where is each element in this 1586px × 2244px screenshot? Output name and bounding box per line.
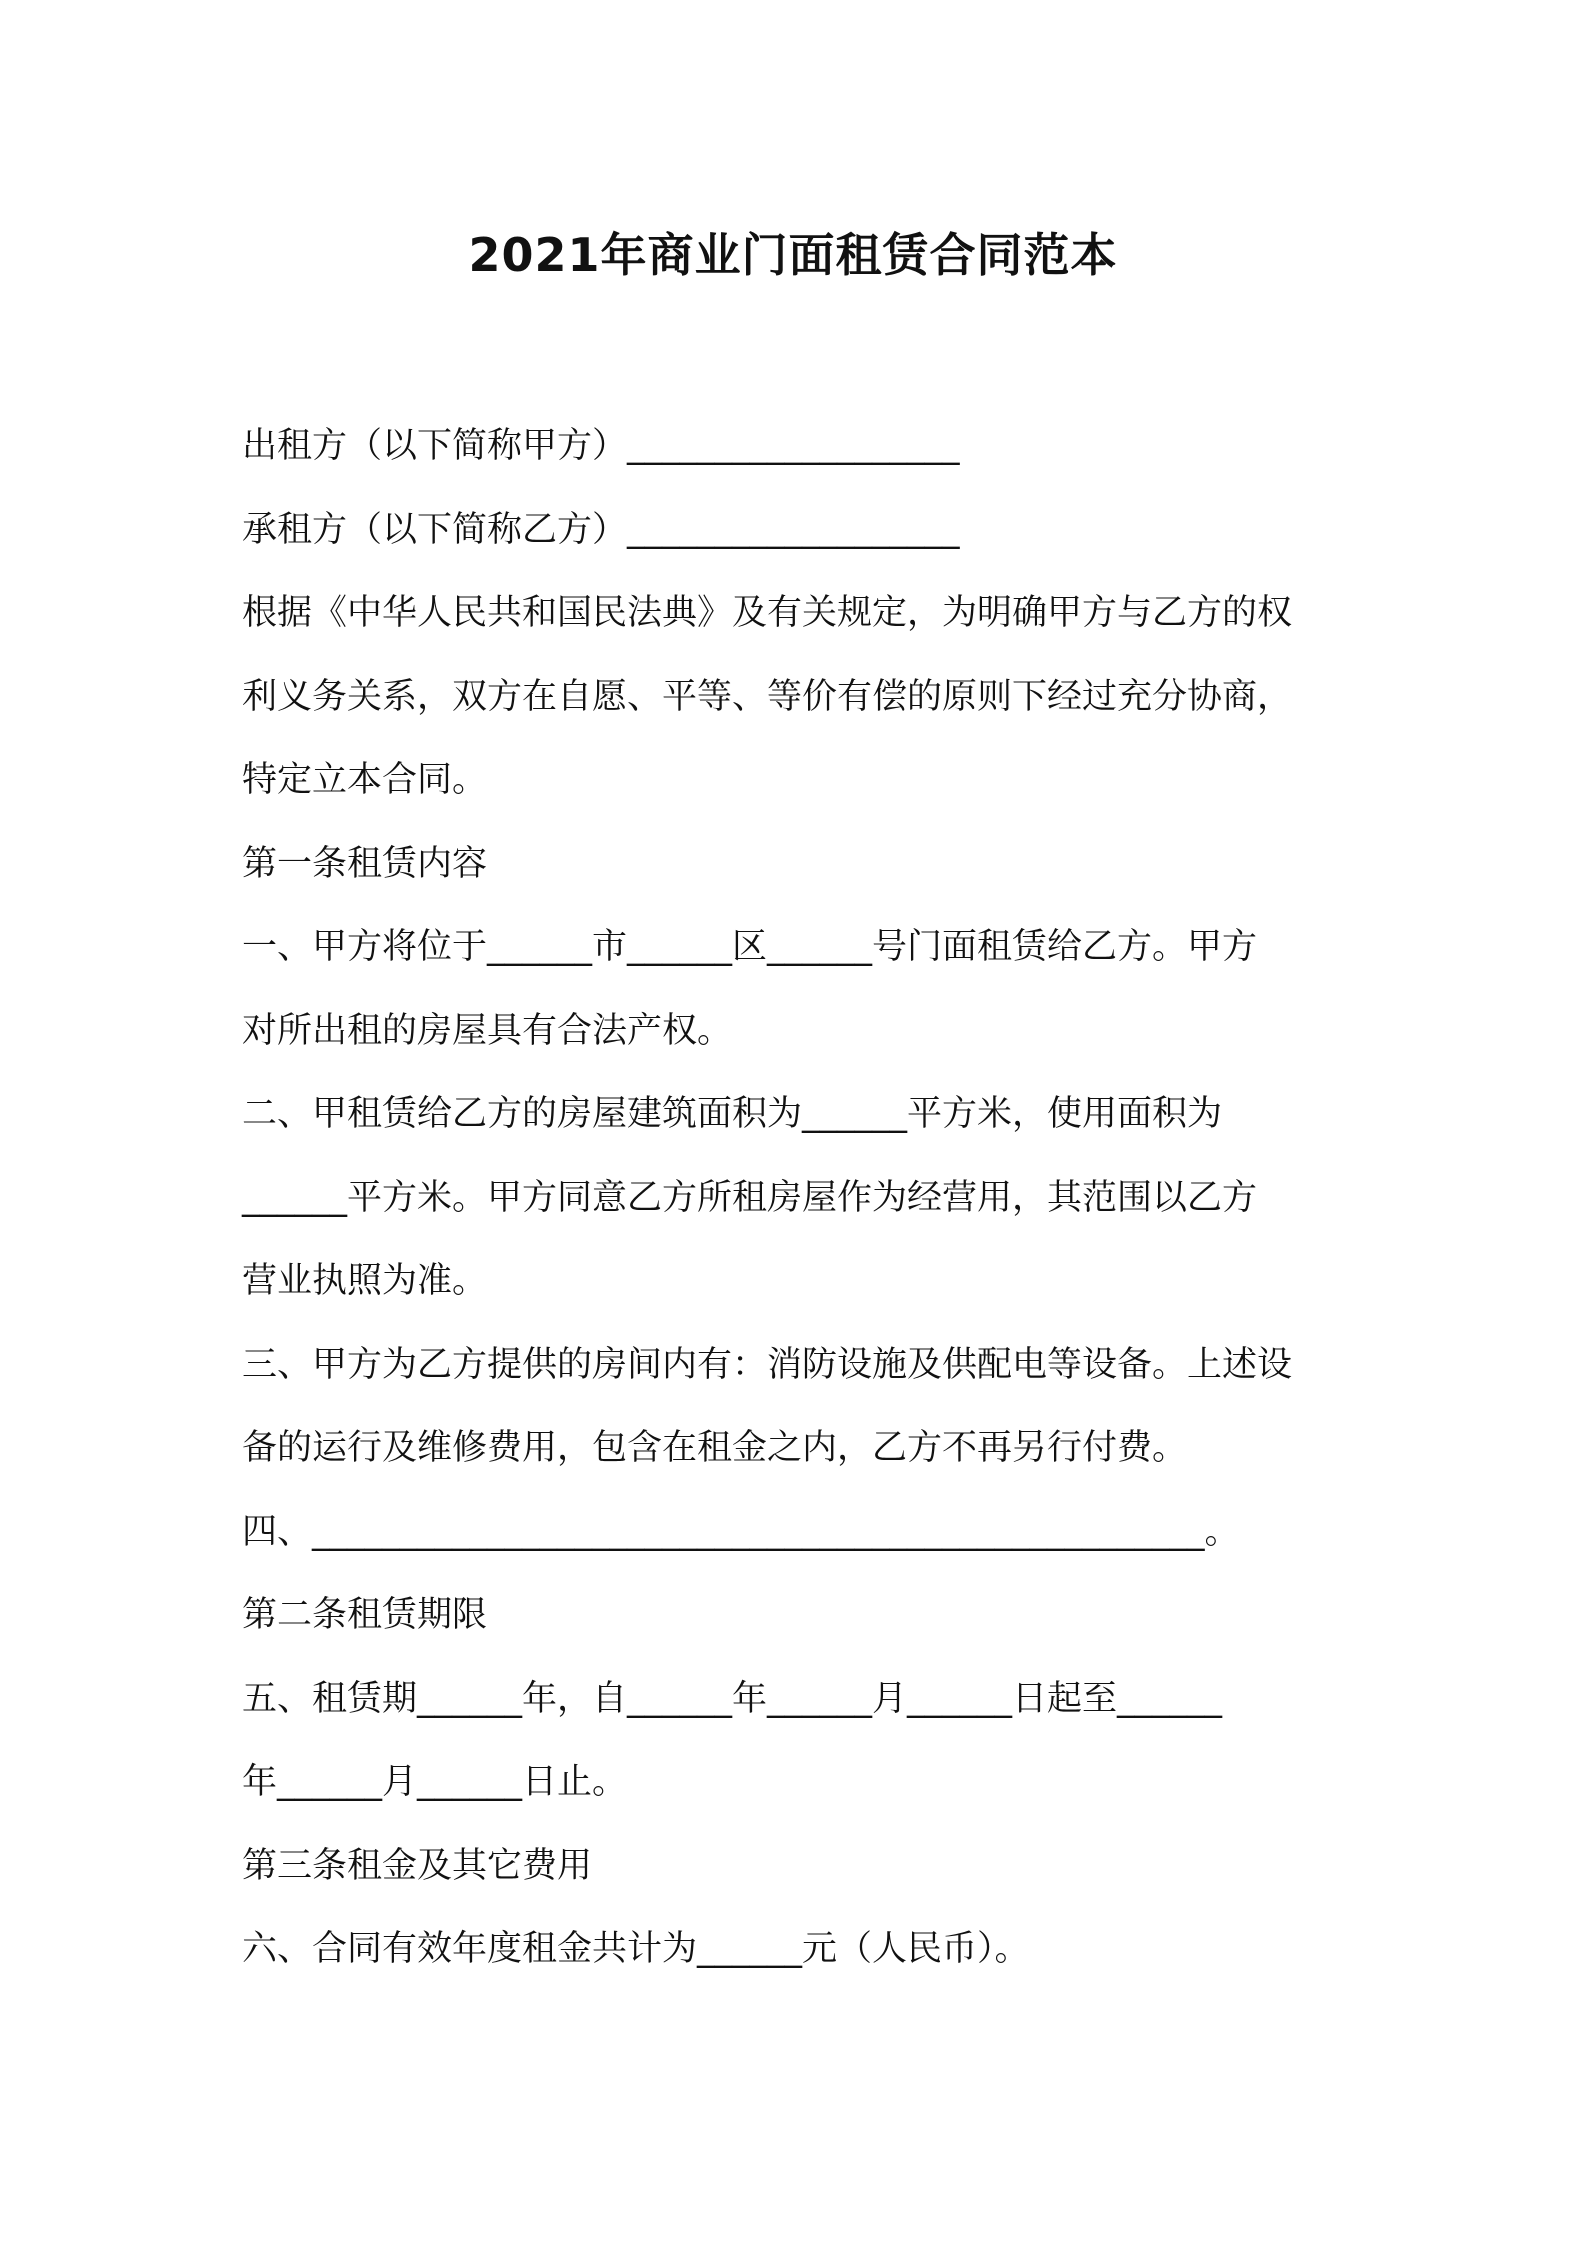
article-3-heading: 第三条租金及其它费用: [242, 1845, 593, 1886]
clause-2-line-1: 二、甲租赁给乙方的房屋建筑面积为______平方米，使用面积为: [242, 1094, 1223, 1134]
clause-3-line-1: 三、甲方为乙方提供的房间内有：消防设施及供配电等设备。上述设: [242, 1344, 1293, 1385]
document-body: [242, 405, 1358, 1992]
article-2-heading: 第二条租赁期限: [242, 1595, 488, 1635]
preamble-line-2: 利义务关系，双方在自愿、平等、等价有偿的原则下经过充分协商，: [242, 676, 1293, 717]
article-1-heading: 第一条租赁内容: [242, 843, 488, 884]
clause-1-line-1: 一、甲方将位于______市______区______号门面租赁给乙方。甲方: [242, 927, 1258, 967]
preamble-line-3: 特定立本合同。: [242, 760, 488, 800]
clause-4-line: 四、___________________________________________________。: [242, 1511, 1240, 1552]
preamble-line-1: 根据《中华人民共和国民法典》及有关规定，为明确甲方与乙方的权: [242, 593, 1293, 633]
clause-2-line-2: ______平方米。甲方同意乙方所租房屋作为经营用，其范围以乙方: [242, 1177, 1258, 1218]
clause-5-line-2: 年______月______日止。: [242, 1762, 628, 1802]
lessee-line: 承租方（以下简称乙方）___________________: [242, 509, 960, 550]
document-title: 2021年商业门面租赁合同范本: [468, 228, 1118, 282]
clause-6-line: 六、合同有效年度租金共计为______元（人民币）。: [242, 1929, 1030, 1969]
clause-2-line-3: 营业执照为准。: [242, 1261, 488, 1301]
clause-1-line-2: 对所出租的房屋具有合法产权。: [242, 1010, 733, 1051]
lessor-line: 出租方（以下简称甲方）___________________: [242, 426, 960, 466]
clause-3-line-2: 备的运行及维修费用，包含在租金之内，乙方不再另行付费。: [242, 1428, 1188, 1468]
clause-5-line-1: 五、租赁期______年，自______年______月______日起至______: [242, 1678, 1223, 1719]
